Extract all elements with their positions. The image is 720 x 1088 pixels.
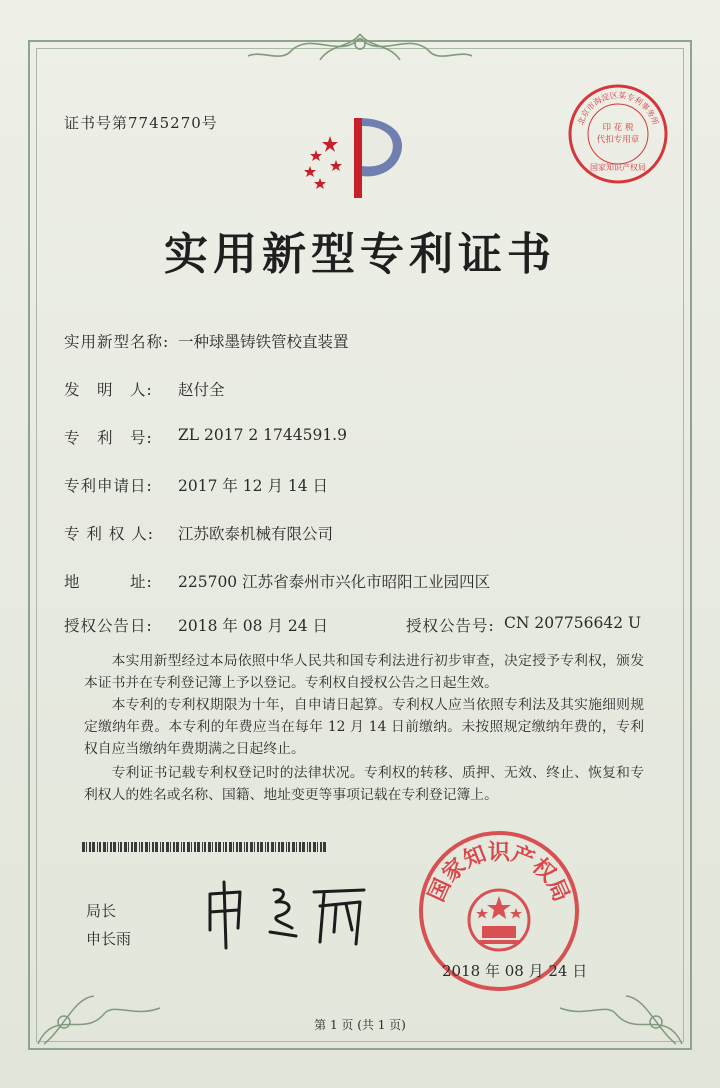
- barcode-bar: [309, 842, 311, 852]
- barcode-bar: [246, 842, 248, 852]
- barcode-bar: [97, 842, 98, 852]
- tax-stamp-bottom: 国家知识产权局: [590, 163, 646, 172]
- address-value: 225700 江苏省泰州市兴化市昭阳工业园四区: [178, 573, 491, 591]
- barcode-bar: [103, 842, 106, 852]
- barcode-bar: [286, 842, 287, 852]
- barcode-bar: [275, 842, 276, 852]
- barcode-bar: [194, 842, 196, 852]
- seal-date: 2018 年 08 月 24 日: [442, 962, 588, 980]
- grant-date-value: 2018 年 08 月 24 日: [178, 617, 329, 635]
- barcode-bar: [176, 842, 179, 852]
- inventor-value: 赵付全: [178, 381, 225, 399]
- barcode-bar: [236, 842, 238, 852]
- barcode-bar: [191, 842, 192, 852]
- grant-no-value: CN 207756642 U: [504, 614, 642, 632]
- address-label: 地 址:: [64, 573, 153, 591]
- barcode-bar: [141, 842, 143, 852]
- barcode-bar: [288, 842, 290, 852]
- tax-stamp-line1: 印 花 税: [602, 123, 634, 133]
- barcode-bar: [267, 842, 269, 852]
- barcode-bar: [134, 842, 137, 852]
- barcode-bar: [320, 842, 322, 852]
- paragraph-1: 本实用新型经过本局依照中华人民共和国专利法进行初步审查，决定授予专利权，颁发本证书并在专利登记簿上予以登记。专利权自授权公告之日起生效。: [84, 653, 644, 691]
- top-ornament: [240, 30, 480, 70]
- barcode-bar: [181, 842, 182, 852]
- barcode-bar: [113, 842, 116, 852]
- barcode-bar: [152, 842, 154, 852]
- barcode-bar: [233, 842, 234, 852]
- barcode-bar: [313, 842, 316, 852]
- barcode: [82, 842, 326, 852]
- inventor-label: 发 明 人:: [64, 381, 153, 399]
- barcode-bar: [317, 842, 318, 852]
- barcode-bar: [187, 842, 190, 852]
- barcode-bar: [323, 842, 326, 852]
- barcode-bar: [202, 842, 203, 852]
- barcode-bar: [128, 842, 129, 852]
- cnipa-logo-icon: [296, 116, 416, 200]
- barcode-bar: [107, 842, 108, 852]
- svg-text:国家知识产权局: [423, 839, 574, 905]
- barcode-bar: [239, 842, 242, 852]
- tax-stamp: [566, 82, 670, 186]
- barcode-bar: [296, 842, 297, 852]
- director-title: 局长: [86, 902, 117, 920]
- seal-text: 国家知识产权局: [423, 839, 575, 906]
- page-number: 第 1 页 (共 1 页): [314, 1018, 406, 1032]
- barcode-bar: [149, 842, 150, 852]
- barcode-bar: [307, 842, 308, 852]
- barcode-bar: [204, 842, 206, 852]
- barcode-bar: [197, 842, 200, 852]
- certificate-number: 证书号第7745270号: [64, 114, 218, 132]
- barcode-bar: [278, 842, 280, 852]
- filing-date-value: 2017 年 12 月 14 日: [178, 477, 329, 495]
- barcode-bar: [120, 842, 122, 852]
- barcode-bar: [92, 842, 95, 852]
- barcode-bar: [225, 842, 227, 852]
- barcode-bar: [229, 842, 232, 852]
- patent-no-value: ZL 2017 2 1744591.9: [178, 426, 347, 444]
- barcode-bar: [124, 842, 127, 852]
- tax-stamp-ring-text: 北京市海淀区某专利事务所: [576, 90, 660, 127]
- barcode-bar: [173, 842, 175, 852]
- barcode-bar: [155, 842, 158, 852]
- barcode-bar: [265, 842, 266, 852]
- barcode-bar: [170, 842, 171, 852]
- barcode-bar: [244, 842, 245, 852]
- barcode-bar: [89, 842, 91, 852]
- barcode-bar: [183, 842, 185, 852]
- barcode-bar: [131, 842, 133, 852]
- barcode-bar: [260, 842, 263, 852]
- page-title: 实用新型专利证书: [164, 229, 556, 280]
- barcode-bar: [162, 842, 164, 852]
- patentee-label: 专 利 权 人:: [64, 525, 155, 543]
- barcode-bar: [271, 842, 274, 852]
- barcode-bar: [99, 842, 101, 852]
- barcode-bar: [218, 842, 221, 852]
- barcode-bar: [257, 842, 259, 852]
- barcode-bar: [302, 842, 305, 852]
- barcode-bar: [86, 842, 87, 852]
- director-name: 申长雨: [86, 930, 132, 948]
- paragraph-2: 本专利的专利权期限为十年，自申请日起算。专利权人应当依照专利法及其实施细则规定缴纳年费。本专利的年费应当在每年 12 月 14 日前缴纳。未按照规定缴纳年费的，专利权自应当缴纳年费期满之日起终止。: [84, 697, 644, 757]
- handwritten-signature: [196, 872, 376, 952]
- barcode-bar: [281, 842, 284, 852]
- national-emblem-icon: [469, 890, 529, 950]
- barcode-bar: [215, 842, 217, 852]
- bottom-left-ornament: [34, 978, 164, 1048]
- paragraph-3: 专利证书记载专利权登记时的法律状况。专利权的转移、质押、无效、终止、恢复和专利权人的姓名或名称、国籍、地址变更等事项记载在专利登记簿上。: [84, 765, 644, 803]
- barcode-bar: [223, 842, 224, 852]
- barcode-bar: [139, 842, 140, 852]
- barcode-bar: [160, 842, 161, 852]
- barcode-bar: [250, 842, 253, 852]
- name-label: 实用新型名称:: [64, 333, 170, 351]
- patentee-value: 江苏欧泰机械有限公司: [178, 525, 334, 543]
- barcode-bar: [212, 842, 213, 852]
- barcode-bar: [208, 842, 211, 852]
- filing-date-label: 专利申请日:: [64, 477, 153, 495]
- barcode-bar: [166, 842, 169, 852]
- patent-no-label: 专 利 号:: [64, 429, 153, 447]
- name-value: 一种球墨铸铁管校直装置: [178, 333, 349, 351]
- tax-stamp-line2: 代扣专用章: [596, 135, 640, 145]
- barcode-bar: [254, 842, 255, 852]
- barcode-bar: [82, 842, 85, 852]
- barcode-bar: [292, 842, 295, 852]
- barcode-bar: [299, 842, 301, 852]
- grant-no-label: 授权公告号:: [406, 617, 495, 635]
- barcode-bar: [145, 842, 148, 852]
- barcode-bar: [110, 842, 112, 852]
- grant-date-label: 授权公告日:: [64, 617, 153, 635]
- barcode-bar: [118, 842, 119, 852]
